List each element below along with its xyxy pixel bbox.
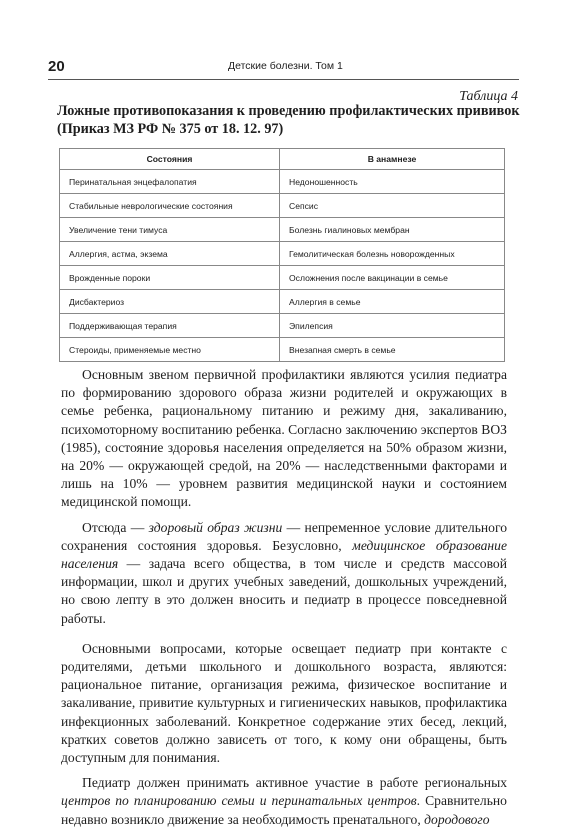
table-row	[60, 314, 505, 338]
table-row	[60, 242, 505, 266]
paragraph-healthy-lifestyle	[61, 519, 507, 628]
table-cell: Дисбактериоз	[60, 290, 280, 314]
table-row	[60, 290, 505, 314]
table-row	[60, 266, 505, 290]
column-header-history: В анамнезе	[280, 149, 505, 170]
paragraph-text: Педиатр должен принимать активное участие в работе региональных	[82, 775, 507, 791]
table-cell: Стабильные неврологические состояния	[60, 194, 280, 218]
page-number: 20	[48, 58, 65, 75]
table-cell: Поддерживающая терапия	[60, 314, 280, 338]
paragraph-text: Основным звеном первичной профилактики являются усилия педиатра по формированию здорового образа жизни родителей и окружающих в семье ребенка, рациональному питанию и режиму дня, закаливанию, психомоторному воспитанию ребенка. Согласно заключению экспертов ВОЗ (1985), состояние здоровья населения определяется на 50% образом жизни, на 20% — окружающей средой, на 20% — наследственными факторами и лишь на 10% — уровнем развития медицинской науки и состоянием медицинской помощи.	[61, 367, 507, 510]
table-row	[60, 170, 505, 194]
table-title: Ложные противопоказания к проведению профилактических прививок (Приказ МЗ РФ № 375 от 18. 12. 97)	[57, 103, 520, 137]
table-cell: Аллергия в семье	[280, 290, 505, 314]
table-row	[60, 218, 505, 242]
header-rule	[48, 79, 519, 80]
paragraph-text: Основными вопросами, которые освещает педиатр при контакте с родителями, детьми школьного и дошкольного возраста, являются: рациональное питание, организация режима, физическое воспитание и закаливание, привитие культурных и гигиенических навыков, профилактика инфекционных заболеваний. Конкретное содержание этих бесед, лекций, кратких советов должно зависеть от того, к кому они обращены, быть доступным для понимания.	[61, 640, 507, 766]
table-cell: Увеличение тени тимуса	[60, 218, 280, 242]
contraindications-table	[59, 148, 505, 362]
table-cell: Стероиды, применяемые местно	[60, 338, 280, 362]
paragraph-regional-centers	[61, 774, 507, 829]
running-title: Детские болезни. Том 1	[228, 60, 343, 72]
table-cell: Гемолитическая болезнь новорожденных	[280, 242, 505, 266]
paragraph-text: . Сравнительно недавно возникло движение за необходимость пренатального,	[61, 793, 507, 827]
column-header-conditions: Состояния	[60, 149, 280, 170]
table-cell: Аллергия, астма, экзема	[60, 242, 280, 266]
table-cell: Осложнения после вакцинации в семье	[280, 266, 505, 290]
emphasis-text: центров по планированию семьи и перинатальных центров	[61, 793, 417, 809]
body-text	[61, 366, 507, 836]
page-header	[48, 58, 518, 78]
emphasis-text: дородового	[424, 811, 490, 827]
paragraph-main-topics	[61, 640, 507, 767]
emphasis-text: медицинское образование населения	[61, 537, 507, 572]
paragraph-text: — задача всего общества, в том числе и средств массовой информации, школ и других учебных заведений, дошкольных учреждений, но свою лепту в это должен вносить и педиатр в процессе повседневной работы.	[61, 556, 507, 626]
table-number: Таблица 4	[459, 89, 518, 104]
emphasis-text: здоровый образ жизни	[148, 519, 283, 535]
table-cell: Недоношенность	[280, 170, 505, 194]
table-cell: Внезапная смерть в семье	[280, 338, 505, 362]
table-cell: Сепсис	[280, 194, 505, 218]
table-cell: Врожденные пороки	[60, 266, 280, 290]
table-cell: Эпилепсия	[280, 314, 505, 338]
table-header-row	[60, 149, 505, 170]
table-cell: Болезнь гиалиновых мембран	[280, 218, 505, 242]
paragraph-prevention	[61, 366, 507, 512]
paragraph-text: — непременное условие длительного сохранения состояния здоровья. Безусловно,	[61, 519, 508, 553]
table-row	[60, 338, 505, 362]
paragraph-text: Отсюда —	[82, 519, 149, 535]
table-row	[60, 194, 505, 218]
table-cell: Перинатальная энцефалопатия	[60, 170, 280, 194]
